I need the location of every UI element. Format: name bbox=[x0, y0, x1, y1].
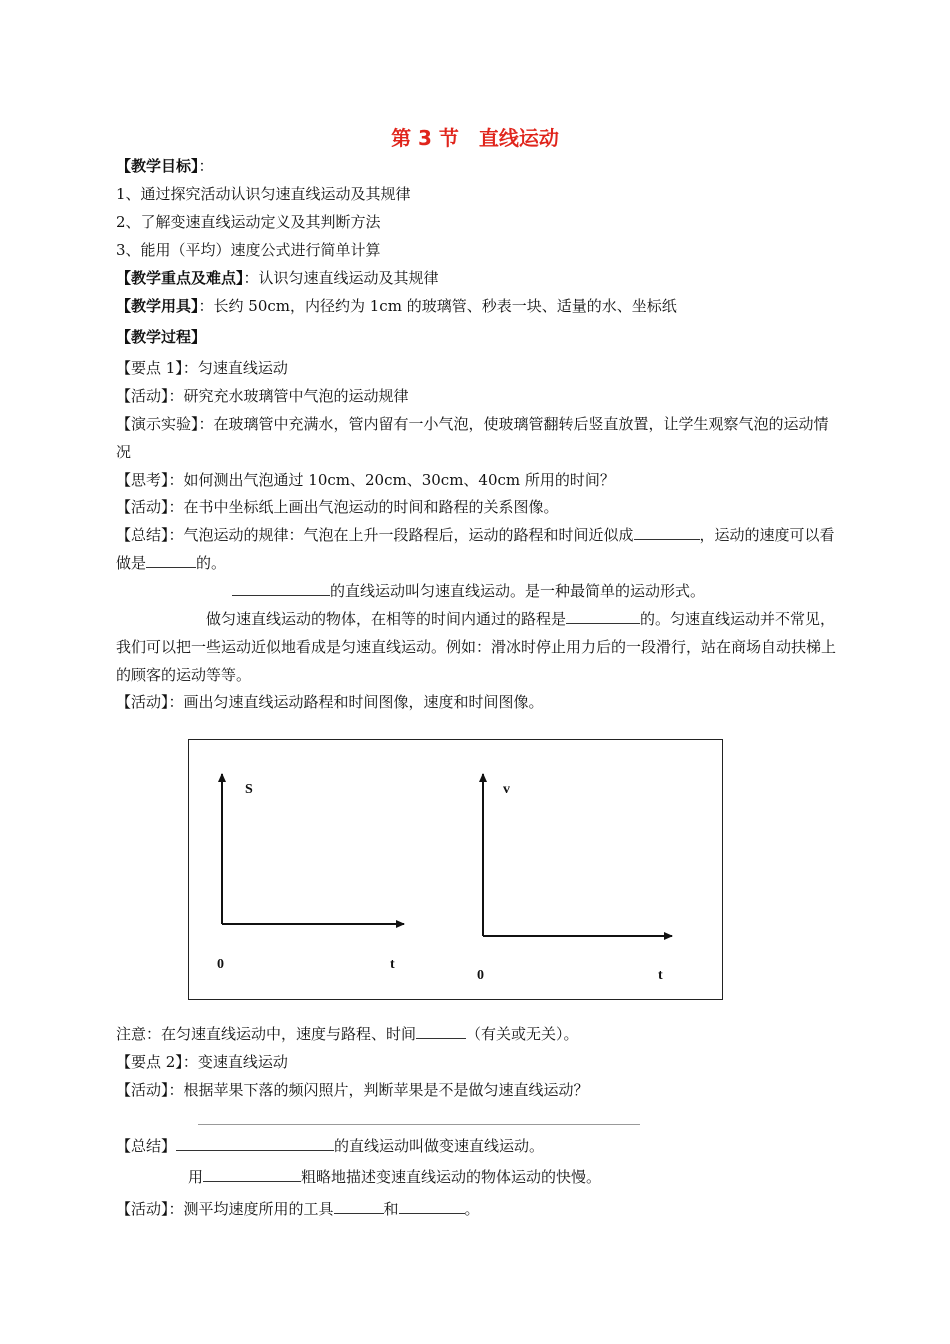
average-speed-line bbox=[188, 1167, 601, 1187]
tools-line bbox=[116, 296, 677, 316]
activity-5-text-b: 和 bbox=[383, 1200, 399, 1218]
activity-3-line bbox=[116, 692, 544, 712]
process-heading-text: 【教学过程】 bbox=[116, 328, 207, 346]
blank-tool-1[interactable] bbox=[334, 1199, 384, 1214]
point-1-label: 【要点 1】 bbox=[116, 359, 183, 377]
activity-5-text-a: ：测平均速度所用的工具 bbox=[168, 1200, 334, 1218]
point-2-label: 【要点 2】 bbox=[116, 1053, 183, 1071]
answer-rule[interactable] bbox=[198, 1124, 640, 1125]
demo-paragraph bbox=[116, 410, 838, 466]
v-graph-origin: 0 bbox=[477, 968, 484, 983]
activity-5-label: 【活动】 bbox=[116, 1200, 169, 1218]
summary-1-text-b: ，运动的速度可以看做是 bbox=[116, 526, 835, 572]
summary-1-text-a: ：气泡运动的规律：气泡在上升一段路程后，运动的路程和时间近似成 bbox=[168, 526, 634, 544]
v-graph-t-label: t bbox=[658, 968, 663, 983]
think-line bbox=[116, 470, 615, 490]
key-points-line bbox=[116, 268, 439, 288]
note-text-b: （有关或无关）。 bbox=[466, 1025, 579, 1043]
s-axis-label: S bbox=[245, 782, 253, 797]
think-label: 【思考】 bbox=[116, 471, 169, 489]
summary-1-text-c: 的。 bbox=[196, 554, 227, 572]
blank-constant[interactable] bbox=[146, 553, 196, 568]
blank-variable-definition[interactable] bbox=[176, 1136, 334, 1151]
goals-heading-line bbox=[116, 156, 214, 176]
think-text: ：如何测出气泡通过 10cm、20cm、30cm、40cm 所用的时间？ bbox=[168, 471, 615, 489]
point-1-line bbox=[116, 358, 288, 378]
blank-relation[interactable] bbox=[416, 1024, 466, 1039]
blank-definition[interactable] bbox=[232, 581, 330, 596]
goals-colon: ： bbox=[198, 157, 214, 175]
activity-1-label: 【活动】 bbox=[116, 387, 169, 405]
summary-1-paragraph bbox=[116, 521, 838, 577]
process-heading bbox=[116, 327, 206, 347]
blank-tool-2[interactable] bbox=[399, 1199, 465, 1214]
activity-4-line bbox=[116, 1080, 589, 1100]
s-graph-origin: 0 bbox=[217, 957, 224, 972]
goals-heading: 【教学目标】 bbox=[116, 157, 199, 175]
definition-text: 的直线运动叫匀速直线运动。是一种最简单的运动形式。 bbox=[330, 582, 706, 600]
point-2-line bbox=[116, 1052, 288, 1072]
activity-1-text: ：研究充水玻璃管中气泡的运动规律 bbox=[168, 387, 409, 405]
goal-2: 2、了解变速直线运动定义及其判断方法 bbox=[116, 213, 381, 231]
point-2-text: ：变速直线运动 bbox=[182, 1053, 288, 1071]
key-points-text: ：认识匀速直线运动及其规律 bbox=[243, 269, 439, 287]
lesson-title: 第 3 节 直线运动 bbox=[391, 126, 559, 150]
note-text-a: 注意：在匀速直线运动中，速度与路程、时间 bbox=[116, 1025, 417, 1043]
note-line bbox=[116, 1024, 579, 1044]
definition-line bbox=[232, 581, 705, 601]
summary-2-line bbox=[116, 1136, 544, 1156]
use-text-a: 用 bbox=[188, 1168, 204, 1186]
activity-4-label: 【活动】 bbox=[116, 1081, 169, 1099]
activity-3-text: ：画出匀速直线运动路程和时间图像，速度和时间图像。 bbox=[168, 693, 544, 711]
axes-drawing bbox=[189, 740, 724, 1001]
activity-5-line bbox=[116, 1199, 480, 1219]
demo-label: 【演示实验】 bbox=[116, 415, 199, 433]
paragraph-text-a: 做匀速直线运动的物体，在相等的时间内通过的路程是 bbox=[206, 610, 567, 628]
graph-box bbox=[188, 739, 723, 1000]
s-graph-t-label: t bbox=[390, 957, 395, 972]
activity-2-line bbox=[116, 497, 559, 517]
activity-4-text: ：根据苹果下落的频闪照片，判断苹果是不是做匀速直线运动？ bbox=[168, 1081, 589, 1099]
point-1-text: ：匀速直线运动 bbox=[182, 359, 288, 377]
key-points-heading: 【教学重点及难点】 bbox=[116, 269, 244, 287]
summary-2-text: 的直线运动叫做变速直线运动。 bbox=[334, 1137, 545, 1155]
demo-text: ：在玻璃管中充满水，管内留有一小气泡，使玻璃管翻转后竖直放置，让学生观察气泡的运动情况 bbox=[116, 415, 829, 461]
summary-1-label: 【总结】 bbox=[116, 526, 169, 544]
activity-2-text: ：在书中坐标纸上画出气泡运动的时间和路程的关系图像。 bbox=[168, 498, 559, 516]
activity-1-line bbox=[116, 386, 409, 406]
goal-1: 1、通过探究活动认识匀速直线运动及其规律 bbox=[116, 185, 411, 203]
tools-heading: 【教学用具】 bbox=[116, 297, 199, 315]
tools-text: ：长约 50cm，内径约为 1cm 的玻璃管、秒表一块、适量的水、坐标纸 bbox=[198, 297, 677, 315]
blank-proportion[interactable] bbox=[634, 525, 700, 540]
activity-2-label: 【活动】 bbox=[116, 498, 169, 516]
activity-5-text-c: 。 bbox=[464, 1200, 480, 1218]
uniform-motion-paragraph bbox=[116, 605, 838, 689]
paragraph-text-b: 的。匀速直线运动并不常见，我们可以把一些运动近似地看成是匀速直线运动。例如：滑冰时停止用力后的一段滑行，站在商场自动扶梯上的顾客的运动等等。 bbox=[116, 610, 837, 684]
goal-3: 3、能用（平均）速度公式进行简单计算 bbox=[116, 241, 381, 259]
blank-equal-distance[interactable] bbox=[566, 609, 640, 624]
activity-3-label: 【活动】 bbox=[116, 693, 169, 711]
use-text-b: 粗略地描述变速直线运动的物体运动的快慢。 bbox=[301, 1168, 602, 1186]
blank-average-speed[interactable] bbox=[203, 1167, 301, 1182]
v-axis-label: v bbox=[503, 782, 510, 797]
summary-2-label: 【总结】 bbox=[116, 1137, 177, 1155]
